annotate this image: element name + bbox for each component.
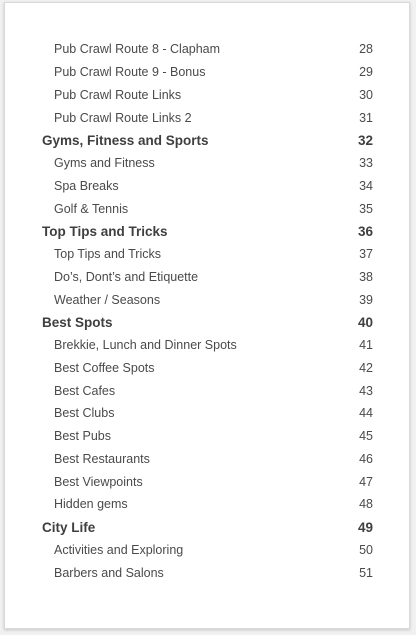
toc-entry-page-number: 29 <box>359 65 373 80</box>
toc-entry-title: Do’s, Dont’s and Etiquette <box>54 269 199 284</box>
toc-entry-page-number: 44 <box>359 406 373 421</box>
toc-section-title: Best Spots <box>42 314 113 330</box>
toc-entry-spa-breaks[interactable] <box>5 175 409 198</box>
toc-section-page-number: 40 <box>357 314 373 330</box>
toc-entry-page-number: 38 <box>359 269 373 284</box>
toc-section-page-number: 32 <box>357 132 373 148</box>
toc-entry-page-number: 43 <box>359 383 373 398</box>
toc-entry-best-cafes[interactable] <box>5 379 409 402</box>
toc-entry-best-coffee-spots[interactable] <box>5 357 409 380</box>
toc-entry-page-number: 50 <box>359 542 373 557</box>
toc-entry-top-tips-tricks[interactable] <box>5 243 409 266</box>
toc-entry-page-number: 33 <box>359 156 373 171</box>
toc-section-title: Top Tips and Tricks <box>42 223 168 239</box>
toc-entry-barbers-salons[interactable] <box>5 561 409 584</box>
toc-entry-page-number: 42 <box>359 360 373 375</box>
toc-entry-title: Pub Crawl Route Links 2 <box>54 110 192 125</box>
toc-section-top-tips-tricks[interactable] <box>5 220 409 243</box>
toc-entry-gyms-and-fitness[interactable] <box>5 152 409 175</box>
table-of-contents <box>5 38 409 584</box>
toc-entry-best-pubs[interactable] <box>5 425 409 448</box>
toc-section-city-life[interactable] <box>5 516 409 539</box>
toc-entry-dos-donts-etiquette[interactable] <box>5 266 409 289</box>
toc-section-best-spots[interactable] <box>5 311 409 334</box>
toc-section-gyms-fitness-sports[interactable] <box>5 129 409 152</box>
toc-entry-golf-tennis[interactable] <box>5 197 409 220</box>
toc-entry-title: Pub Crawl Route Links <box>54 87 182 102</box>
toc-entry-title: Best Clubs <box>54 406 115 421</box>
toc-entry-page-number: 47 <box>359 474 373 489</box>
toc-entry-title: Best Restaurants <box>54 451 150 466</box>
toc-entry-page-number: 28 <box>359 42 373 57</box>
toc-entry-title: Top Tips and Tricks <box>54 247 161 262</box>
toc-section-title: Gyms, Fitness and Sports <box>42 132 209 148</box>
toc-section-page-number: 36 <box>357 223 373 239</box>
toc-entry-title: Pub Crawl Route 9 - Bonus <box>54 65 206 80</box>
toc-entry-title: Hidden gems <box>54 497 128 512</box>
toc-entry-best-clubs[interactable] <box>5 402 409 425</box>
toc-entry-page-number: 31 <box>359 110 373 125</box>
toc-entry-title: Pub Crawl Route 8 - Clapham <box>54 42 221 57</box>
toc-entry-title: Spa Breaks <box>54 178 119 193</box>
toc-entry-title: Golf & Tennis <box>54 201 129 216</box>
toc-entry-activities-exploring[interactable] <box>5 539 409 562</box>
toc-entry-page-number: 46 <box>359 451 373 466</box>
toc-entry-title: Gyms and Fitness <box>54 156 155 171</box>
toc-entry-page-number: 45 <box>359 429 373 444</box>
toc-section-title: City Life <box>42 519 96 535</box>
toc-entry-page-number: 39 <box>359 292 373 307</box>
toc-entry-pub-crawl-route-links-2[interactable] <box>5 106 409 129</box>
toc-entry-weather-seasons[interactable] <box>5 288 409 311</box>
toc-entry-pub-crawl-route-links[interactable] <box>5 84 409 107</box>
toc-entry-hidden-gems[interactable] <box>5 493 409 516</box>
toc-entry-title: Activities and Exploring <box>54 542 184 557</box>
toc-section-page-number: 49 <box>357 519 373 535</box>
toc-entry-title: Best Viewpoints <box>54 474 143 489</box>
toc-entry-best-viewpoints[interactable] <box>5 470 409 493</box>
toc-entry-title: Best Coffee Spots <box>54 360 155 375</box>
document-page <box>4 2 410 629</box>
toc-entry-page-number: 37 <box>359 247 373 262</box>
toc-entry-pub-crawl-route-8[interactable] <box>5 38 409 61</box>
toc-entry-page-number: 30 <box>359 87 373 102</box>
toc-entry-page-number: 51 <box>359 565 373 580</box>
toc-entry-title: Barbers and Salons <box>54 565 164 580</box>
toc-entry-page-number: 35 <box>359 201 373 216</box>
toc-entry-page-number: 34 <box>359 178 373 193</box>
toc-entry-best-restaurants[interactable] <box>5 448 409 471</box>
toc-entry-pub-crawl-route-9[interactable] <box>5 61 409 84</box>
toc-entry-page-number: 48 <box>359 497 373 512</box>
toc-entry-title: Best Cafes <box>54 383 116 398</box>
toc-entry-brekkie-lunch-dinner[interactable] <box>5 334 409 357</box>
toc-entry-title: Brekkie, Lunch and Dinner Spots <box>54 338 237 353</box>
toc-entry-title: Best Pubs <box>54 429 111 444</box>
toc-entry-page-number: 41 <box>359 338 373 353</box>
toc-entry-title: Weather / Seasons <box>54 292 161 307</box>
